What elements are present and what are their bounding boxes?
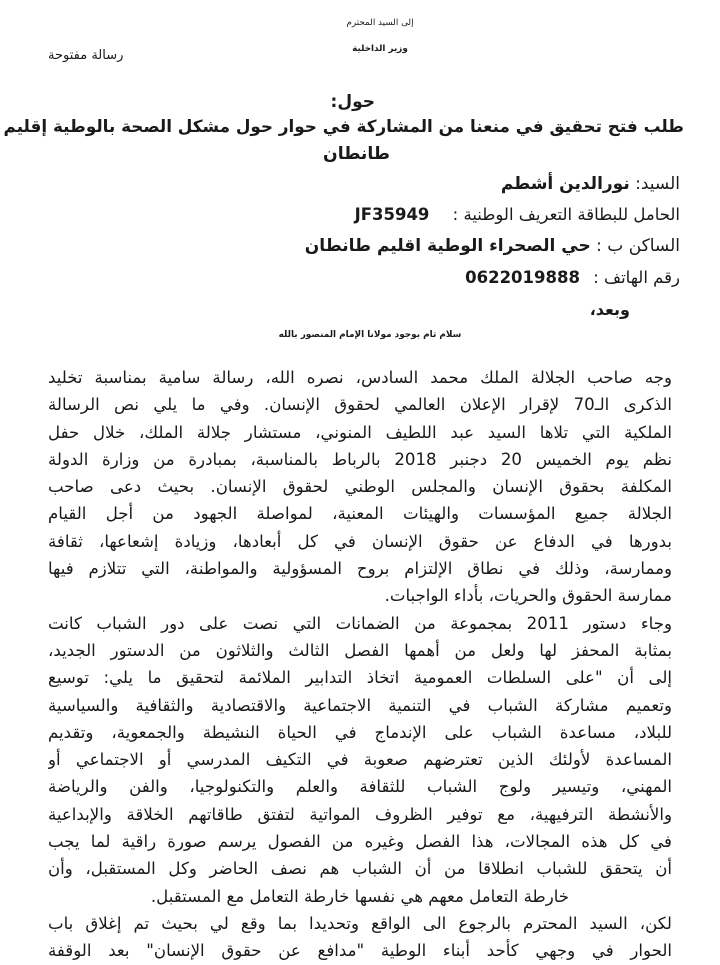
minister-line: وزير الداخلية: [352, 44, 408, 54]
body-line: خارطة التعامل معهم هي نفسها خارطة التعامل مع المستقبل.: [150, 886, 570, 906]
body-line: الحوار في وجهي كأحد أبناء الوطية "مدافع عن حقوق الإنسان" بعد الوقفة: [48, 941, 672, 961]
letter-body: [48, 364, 672, 965]
open-letter-badge: رسالة مفتوحة: [48, 48, 124, 63]
sender-address-value: حي الصحراء الوطية اقليم طانطان: [304, 236, 591, 256]
sender-id-label: الحامل للبطاقة التعريف الوطنية :: [452, 205, 680, 224]
body-line: لكن، السيد المحترم بالرجوع الى الواقع وتحديدا بما وقع لي بحيث تم إغلاق باب: [48, 913, 672, 933]
sender-name-label: السيد:: [635, 174, 680, 194]
body-line: وجه صاحب الجلالة الملك محمد السادس، نصره الله، رسالة سامية بمناسبة تخليد: [48, 368, 672, 387]
body-line: بمثابة المحفز لها ولعل من أهمها الفصل الثالث والثلاثون من الدستور الجديد،: [48, 640, 672, 660]
sender-address-row: [305, 236, 680, 256]
body-line: وتعميم مشاركة الشباب في التنمية الاجتماعية والاقتصادية والثقافية والسياسية: [48, 695, 672, 715]
subject-label: حول:: [330, 92, 375, 112]
body-line: الذكرى الـ70 لإقرار الإعلان العالمي لحقوق الإنسان. وفي ما يلي نص الرسالة: [48, 395, 672, 415]
body-line: المكلفة بحقوق الإنسان والمجلس الوطني لحقوق الإنسان. بحيث دعى صاحب: [48, 477, 672, 497]
body-line: الملكية التي تلاها السيد عبد اللطيف المنوني، مستشار جلالة الملك، خلال حفل: [48, 422, 672, 442]
sender-name-row: [501, 174, 680, 194]
body-line: ممارسة الحقوق والحريات، بأداء الواجبات.: [384, 586, 672, 606]
sender-name-value: نورالدين أشطم: [500, 174, 630, 194]
greeting-line: سلام تام بوجود مولانا الإمام المنصور بالله: [278, 330, 462, 340]
body-line: في كل هذه المجالات، هذا الفصل وغيره من الفصول يرسم صورة راقية لما يجب: [48, 832, 672, 852]
body-line: والأنشطة الترفيهية، مع توفير الظروف المواتية لتفتق طاقاتهم الخلاقة والإبداعية: [48, 804, 672, 824]
then-line: وبعد،: [589, 300, 630, 319]
addressee-line: إلى السيد المحترم: [346, 18, 414, 28]
sender-id-row: [355, 205, 680, 224]
body-line: بدورها في الدفاع عن حقوق الإنسان في كل أبعادها، وزيادة إشعاعها، ثقافة: [48, 531, 672, 551]
sender-id-value: JF35949: [354, 205, 430, 224]
body-line: الجلالة جميع المؤسسات والهيئات المعنية، لمواصلة الجهود من أجل القيام: [48, 504, 672, 524]
body-line: إلى أن "على السلطات العمومية اتخاذ التدابير الملائمة لتحقيق ما يلي: توسيع: [48, 668, 672, 688]
body-line: وجاء دستور 2011 بمجموعة من الضمانات التي نصت على دور الشباب كانت: [48, 613, 672, 633]
body-line: وممارسة، وذلك في نطاق الإلتزام بروح المسؤولية والمواطنة، التي تتلازم فيها: [48, 559, 672, 579]
subject-title-line1: طلب فتح تحقيق في منعنا من المشاركة في حوار حول مشكل الصحة بالوطية إقليم: [3, 116, 684, 136]
body-line: المهني، وتيسير ولوج الشباب للثقافة والعلم والتكنولوجيا، والفن والرياضة: [48, 777, 672, 797]
sender-phone-row: [465, 268, 680, 287]
sender-address-label: الساكن ب :: [596, 236, 680, 256]
body-line: المساعدة لأولئك الذين تعترضهم صعوبة في التكيف المدرسي أو الاجتماعي أو: [48, 750, 672, 770]
sender-phone-label: رقم الهاتف :: [593, 268, 680, 287]
body-line: نظم يوم الخميس 20 دجنبر 2018 بالرباط بالمناسبة، بمبادرة من وزارة الدولة: [48, 449, 672, 469]
body-line: أن يتحقق للشباب انطلاقا من أن الشباب هم نصف الحاضر وكل المستقبل، وأن: [48, 859, 672, 879]
sender-phone-value: 0622019888: [465, 268, 580, 287]
body-line: للبلاد، مساعدة الشباب على الإندماج في الحياة النشيطة والجمعوية، وتقديم: [48, 722, 672, 742]
subject-title-line2: طانطان: [323, 144, 390, 164]
